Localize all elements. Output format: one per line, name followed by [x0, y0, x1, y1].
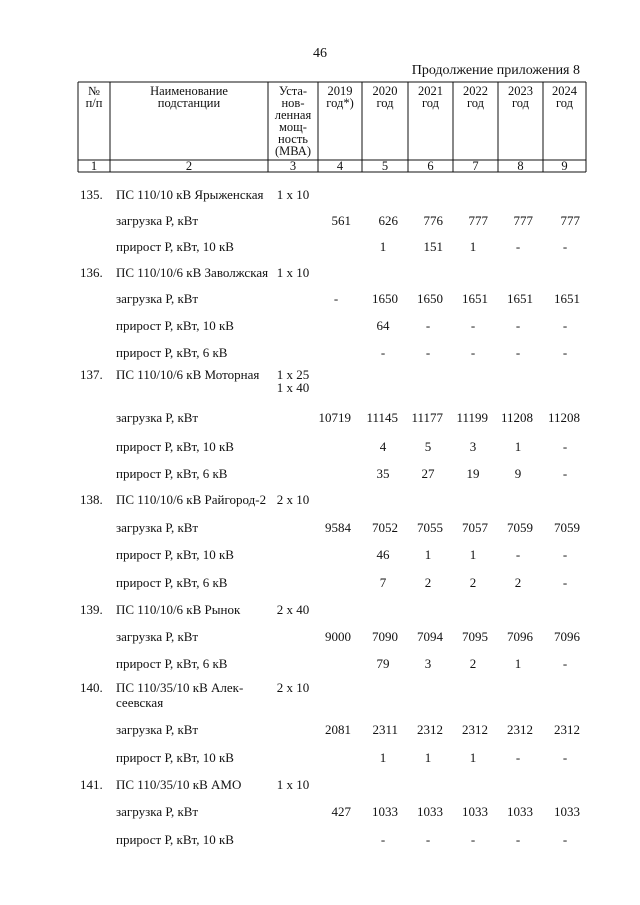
year-value: 1 — [469, 239, 477, 254]
row-label: прирост Р, кВт, 10 кВ — [116, 318, 234, 333]
row-label: прирост Р, кВт, 6 кВ — [116, 466, 228, 481]
installed-capacity: 2 x 40 — [276, 602, 310, 617]
row-label: загрузка Р, кВт — [116, 213, 199, 228]
year-value: 1 — [514, 656, 522, 671]
year-value: 11208 — [547, 410, 580, 425]
year-value: 2312 — [554, 722, 580, 737]
year-value: 2311 — [372, 722, 398, 737]
column-number: 9 — [561, 159, 568, 173]
year-value: - — [562, 547, 568, 562]
column-header: ленная — [274, 108, 312, 122]
column-header: (МВА) — [274, 144, 312, 158]
year-value: 1033 — [507, 804, 533, 819]
year-value: 1 — [469, 750, 477, 765]
substation-name: ПС 110/10 кВ Ярыженская — [116, 187, 264, 202]
year-value: 7059 — [507, 520, 533, 535]
column-header: № — [88, 84, 100, 98]
column-header: 2019 — [327, 84, 353, 98]
substation-name: ПС 110/35/10 кВ АМО — [116, 777, 242, 792]
substation-number: 137. — [80, 367, 103, 382]
substation-number: 141. — [80, 777, 103, 792]
row-label: загрузка Р, кВт — [116, 520, 199, 535]
row-label: прирост Р, кВт, 10 кВ — [116, 547, 234, 562]
column-header: Наименование — [150, 84, 228, 98]
year-value: 9 — [514, 466, 522, 481]
column-header: Уста- — [278, 84, 308, 98]
substation-name: ПС 110/10/6 кВ Рынок — [116, 602, 241, 617]
year-value: 79 — [376, 656, 390, 671]
year-value: 1 — [514, 439, 522, 454]
year-value: 1 — [424, 750, 432, 765]
row-label: прирост Р, кВт, 6 кВ — [116, 345, 228, 360]
installed-capacity: 2 x 10 — [276, 492, 310, 507]
column-header: год*) — [326, 96, 354, 110]
year-value: 27 — [421, 466, 435, 481]
year-value: 7057 — [462, 520, 488, 535]
year-value: 7094 — [417, 629, 443, 644]
year-value: 19 — [466, 466, 480, 481]
substation-number: 135. — [80, 187, 103, 202]
column-header: нов- — [281, 96, 305, 110]
year-value: - — [515, 239, 521, 254]
year-value: 1651 — [507, 291, 533, 306]
year-value: - — [562, 318, 568, 333]
year-value: 2 — [469, 575, 477, 590]
year-value: 3 — [424, 656, 432, 671]
year-value: 11177 — [411, 410, 443, 425]
year-value: - — [562, 750, 568, 765]
row-label: прирост Р, кВт, 10 кВ — [116, 750, 234, 765]
year-value: - — [380, 345, 386, 360]
substation-number: 136. — [80, 265, 103, 280]
year-value: 1 — [379, 750, 387, 765]
year-value: - — [515, 345, 521, 360]
column-number: 5 — [381, 159, 389, 173]
column-header: 2021 — [418, 84, 443, 98]
column-header: год — [511, 96, 530, 110]
column-header: год — [376, 96, 394, 110]
year-value: 35 — [376, 466, 390, 481]
column-number: 8 — [517, 159, 524, 173]
row-label: прирост Р, кВт, 10 кВ — [116, 239, 234, 254]
year-value: - — [425, 318, 431, 333]
column-header: 2023 — [508, 84, 533, 98]
column-number: 1 — [90, 159, 98, 173]
row-label: загрузка Р, кВт — [116, 410, 199, 425]
year-value: 10719 — [318, 410, 351, 425]
year-value: - — [562, 345, 568, 360]
year-value: 776 — [423, 213, 443, 228]
substation-number: 138. — [80, 492, 103, 507]
year-value: - — [562, 466, 568, 481]
installed-capacity: 2 x 10 — [276, 680, 310, 695]
year-value: 427 — [331, 804, 351, 819]
year-value: 9584 — [325, 520, 351, 535]
year-value: - — [333, 291, 339, 306]
year-value: 1033 — [417, 804, 443, 819]
column-header: 2022 — [463, 84, 488, 98]
year-value: 1033 — [554, 804, 580, 819]
installed-capacity: 1 x 40 — [276, 380, 310, 395]
column-header: п/п — [85, 96, 103, 110]
column-number: 4 — [336, 159, 344, 173]
year-value: 7059 — [554, 520, 580, 535]
column-header: ность — [278, 132, 308, 146]
year-value: 1033 — [372, 804, 398, 819]
installed-capacity: 1 x 10 — [276, 777, 310, 792]
column-header: год — [466, 96, 485, 110]
year-value: - — [515, 547, 521, 562]
year-value: 2 — [424, 575, 432, 590]
substation-number: 139. — [80, 602, 103, 617]
page-number: 46 — [313, 46, 327, 61]
year-value: 777 — [513, 213, 533, 228]
year-value: 1 — [424, 547, 432, 562]
column-header: мощ- — [279, 120, 307, 134]
year-value: - — [470, 345, 476, 360]
year-value: 9000 — [325, 629, 351, 644]
row-label: прирост Р, кВт, 10 кВ — [116, 439, 234, 454]
year-value: 1650 — [417, 291, 443, 306]
year-value: 2 — [514, 575, 522, 590]
year-value: 2312 — [507, 722, 533, 737]
year-value: 777 — [468, 213, 488, 228]
row-label: загрузка Р, кВт — [116, 291, 199, 306]
year-value: - — [562, 575, 568, 590]
year-value: - — [425, 832, 431, 847]
year-value: 7095 — [462, 629, 488, 644]
installed-capacity: 1 x 10 — [276, 265, 310, 280]
year-value: 3 — [469, 439, 477, 454]
year-value: - — [562, 239, 568, 254]
year-value: 2081 — [325, 722, 351, 737]
year-value: 1033 — [462, 804, 488, 819]
substation-name: ПС 110/10/6 кВ Заволжская — [116, 265, 269, 280]
year-value: 46 — [376, 547, 390, 562]
year-value: - — [515, 832, 521, 847]
year-value: - — [562, 439, 568, 454]
column-header: год — [421, 96, 440, 110]
column-header: 2024 — [552, 84, 577, 98]
year-value: - — [380, 832, 386, 847]
year-value: 4 — [379, 439, 387, 454]
installed-capacity: 1 x 25 — [276, 367, 310, 382]
year-value: - — [425, 345, 431, 360]
year-value: 151 — [423, 239, 443, 254]
year-value: 1 — [469, 547, 477, 562]
year-value: 7 — [379, 575, 387, 590]
year-value: 561 — [331, 213, 351, 228]
column-number: 2 — [185, 159, 193, 173]
year-value: 11145 — [366, 410, 398, 425]
year-value: 2312 — [417, 722, 443, 737]
year-value: - — [470, 832, 476, 847]
year-value: 11199 — [456, 410, 488, 425]
substation-number: 140. — [80, 680, 103, 695]
row-label: прирост Р, кВт, 10 кВ — [116, 832, 234, 847]
year-value: 2312 — [462, 722, 488, 737]
year-value: 626 — [378, 213, 398, 228]
column-header: 2020 — [372, 84, 398, 98]
year-value: - — [562, 832, 568, 847]
year-value: 64 — [376, 318, 390, 333]
row-label: загрузка Р, кВт — [116, 804, 199, 819]
year-value: 7090 — [372, 629, 398, 644]
year-value: 11208 — [500, 410, 533, 425]
substation-name: ПС 110/10/6 кВ Райгород-2 — [116, 492, 267, 507]
year-value: 1651 — [462, 291, 488, 306]
year-value: - — [515, 318, 521, 333]
substation-name: ПС 110/10/6 кВ Моторная — [116, 367, 260, 382]
row-label: загрузка Р, кВт — [116, 722, 199, 737]
year-value: 7055 — [417, 520, 443, 535]
year-value: - — [515, 750, 521, 765]
row-label: прирост Р, кВт, 6 кВ — [116, 656, 228, 671]
row-label: загрузка Р, кВт — [116, 629, 199, 644]
installed-capacity: 1 x 10 — [276, 187, 310, 202]
column-number: 6 — [427, 159, 434, 173]
year-value: 777 — [560, 213, 580, 228]
year-value: 1650 — [372, 291, 398, 306]
row-label: прирост Р, кВт, 6 кВ — [116, 575, 228, 590]
substation-name: сеевская — [116, 695, 164, 710]
substation-name: ПС 110/35/10 кВ Алек- — [116, 680, 244, 695]
year-value: 7052 — [372, 520, 398, 535]
column-header: год — [555, 96, 574, 110]
year-value: - — [470, 318, 476, 333]
column-number: 3 — [289, 159, 297, 173]
year-value: 7096 — [554, 629, 580, 644]
continuation-label: Продолжение приложения 8 — [411, 63, 580, 78]
column-header: подстанции — [157, 96, 221, 110]
column-number: 7 — [472, 159, 479, 173]
year-value: 7096 — [507, 629, 533, 644]
year-value: 1651 — [554, 291, 580, 306]
year-value: - — [562, 656, 568, 671]
year-value: 1 — [379, 239, 387, 254]
year-value: 5 — [424, 439, 432, 454]
year-value: 2 — [469, 656, 477, 671]
